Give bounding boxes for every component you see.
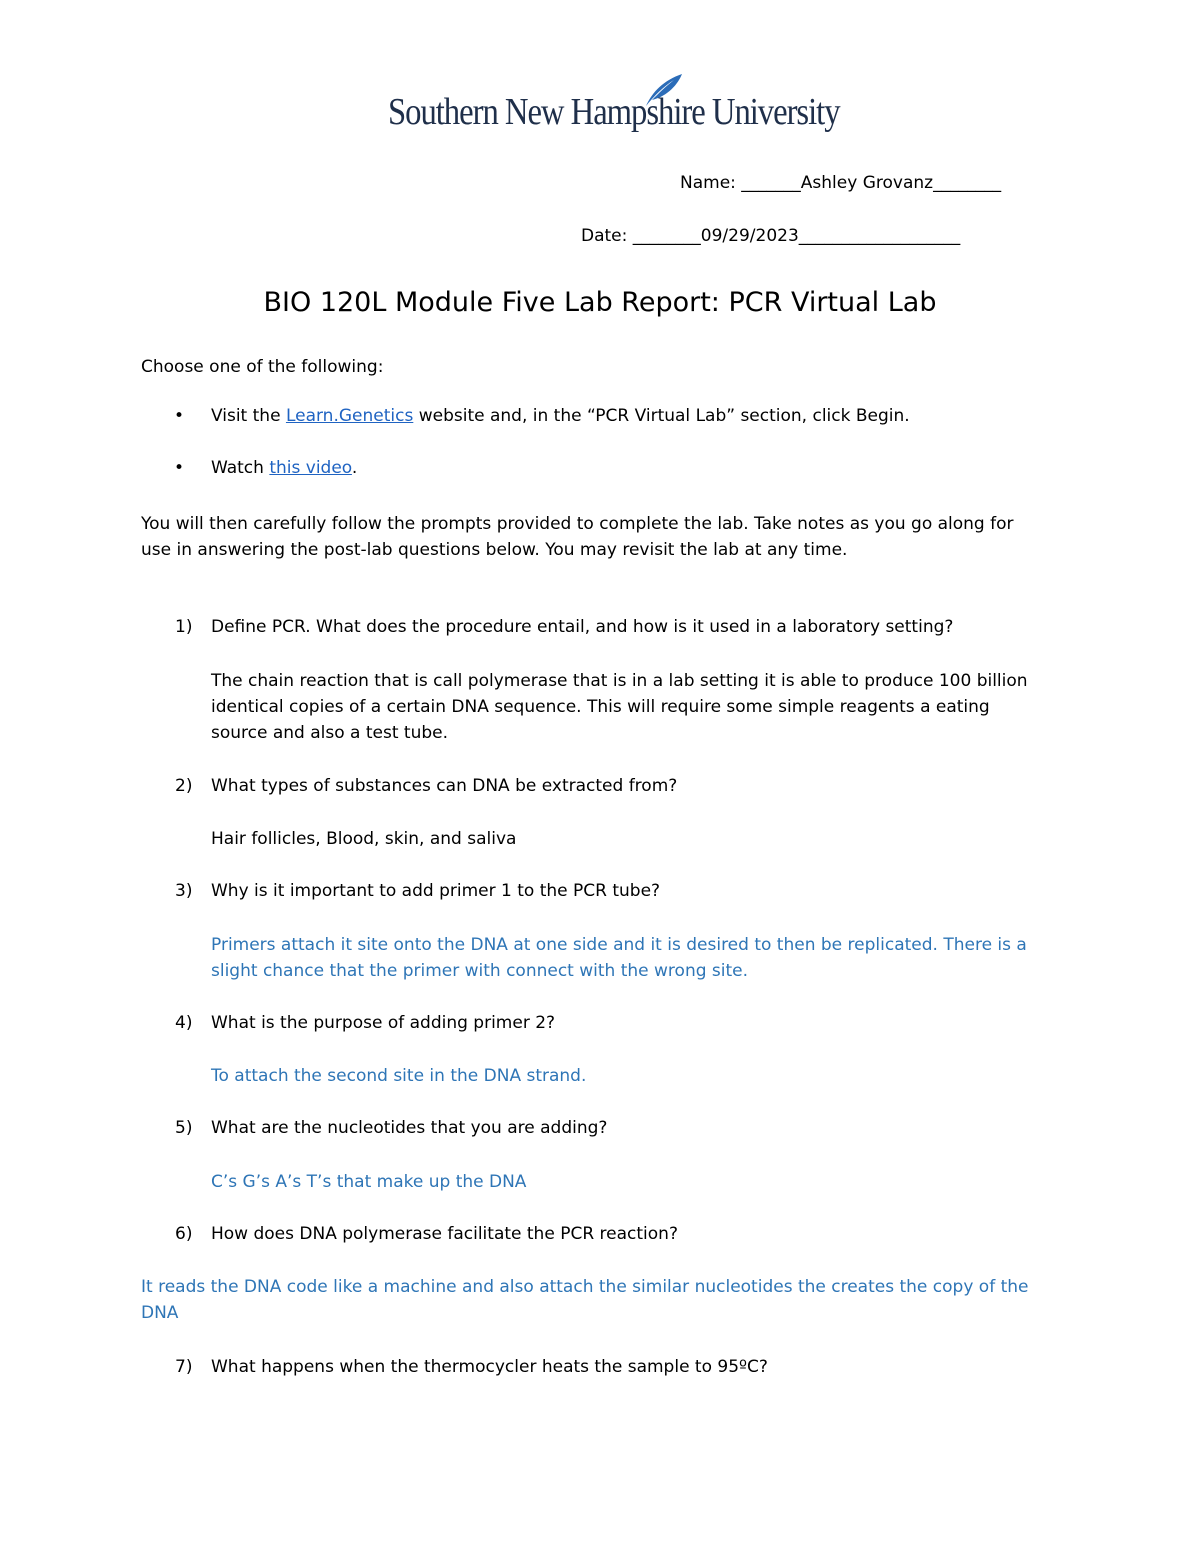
question-text: Define PCR. What does the procedure entail, and how is it used in a laboratory setting? — [211, 617, 954, 637]
question-text: How does DNA polymerase facilitate the PCR reaction? — [211, 1224, 678, 1244]
answer-text: Hair follicles, Blood, skin, and saliva — [211, 829, 517, 849]
bullet-item: Visit the Learn.Genetics website and, in the “PCR Virtual Lab” section, click Begin. — [211, 406, 910, 426]
logo-wordmark: Southern New Hampshire University — [388, 91, 840, 133]
bullet-dot: • — [174, 406, 185, 426]
bullet-dot: • — [174, 458, 185, 478]
question-text: What are the nucleotides that you are adding? — [211, 1118, 608, 1138]
date-label: Date: — [581, 226, 628, 246]
intro-text: Choose one of the following: — [141, 357, 384, 377]
question-number: 5) — [175, 1118, 193, 1138]
question-text: What types of substances can DNA be extracted from? — [211, 776, 678, 796]
question-number: 2) — [175, 776, 193, 796]
name-value: _______Ashley Grovanz________ — [741, 173, 1002, 193]
snhu-logo — [388, 70, 840, 136]
question-text: What happens when the thermocycler heats the sample to 95ºC? — [211, 1357, 768, 1377]
question-number: 3) — [175, 881, 193, 901]
question-text: What is the purpose of adding primer 2? — [211, 1013, 556, 1033]
name-line — [680, 173, 1001, 193]
learn-genetics-link[interactable]: Learn.Genetics — [285, 406, 414, 426]
date-value: ________09/29/2023___________________ — [632, 226, 961, 246]
date-line — [581, 226, 960, 246]
answer-text: To attach the second site in the DNA strand. — [211, 1066, 587, 1086]
question-number: 7) — [175, 1357, 193, 1377]
instructions-paragraph: You will then carefully follow the prompts provided to complete the lab. Take notes as you go along for use in answering the post-lab questions below. You may revisit the lab at any time. — [141, 514, 1014, 560]
answer-text: The chain reaction that is call polymerase that is in a lab setting it is able to produce 100 billion identical copies of a certain DNA sequence. This will require some simple reagents a eating source and also a test tube. — [211, 671, 1028, 743]
answer-text: C’s G’s A’s T’s that make up the DNA — [211, 1172, 527, 1192]
question-number: 1) — [175, 617, 193, 637]
question-number: 6) — [175, 1224, 193, 1244]
name-label: Name: — [680, 173, 736, 193]
bullet-item: Watch this video. — [211, 458, 358, 478]
page-title: BIO 120L Module Five Lab Report: PCR Virtual Lab — [263, 287, 937, 318]
answer-text: Primers attach it site onto the DNA at one side and it is desired to then be replicated. There is a slight chance that the primer with connect with the wrong site. — [211, 935, 1027, 981]
video-link[interactable]: this video — [269, 458, 352, 478]
question-text: Why is it important to add primer 1 to the PCR tube? — [211, 881, 661, 901]
question-number: 4) — [175, 1013, 193, 1033]
answer-text: It reads the DNA code like a machine and also attach the similar nucleotides the creates the copy of the DNA — [141, 1277, 1029, 1323]
